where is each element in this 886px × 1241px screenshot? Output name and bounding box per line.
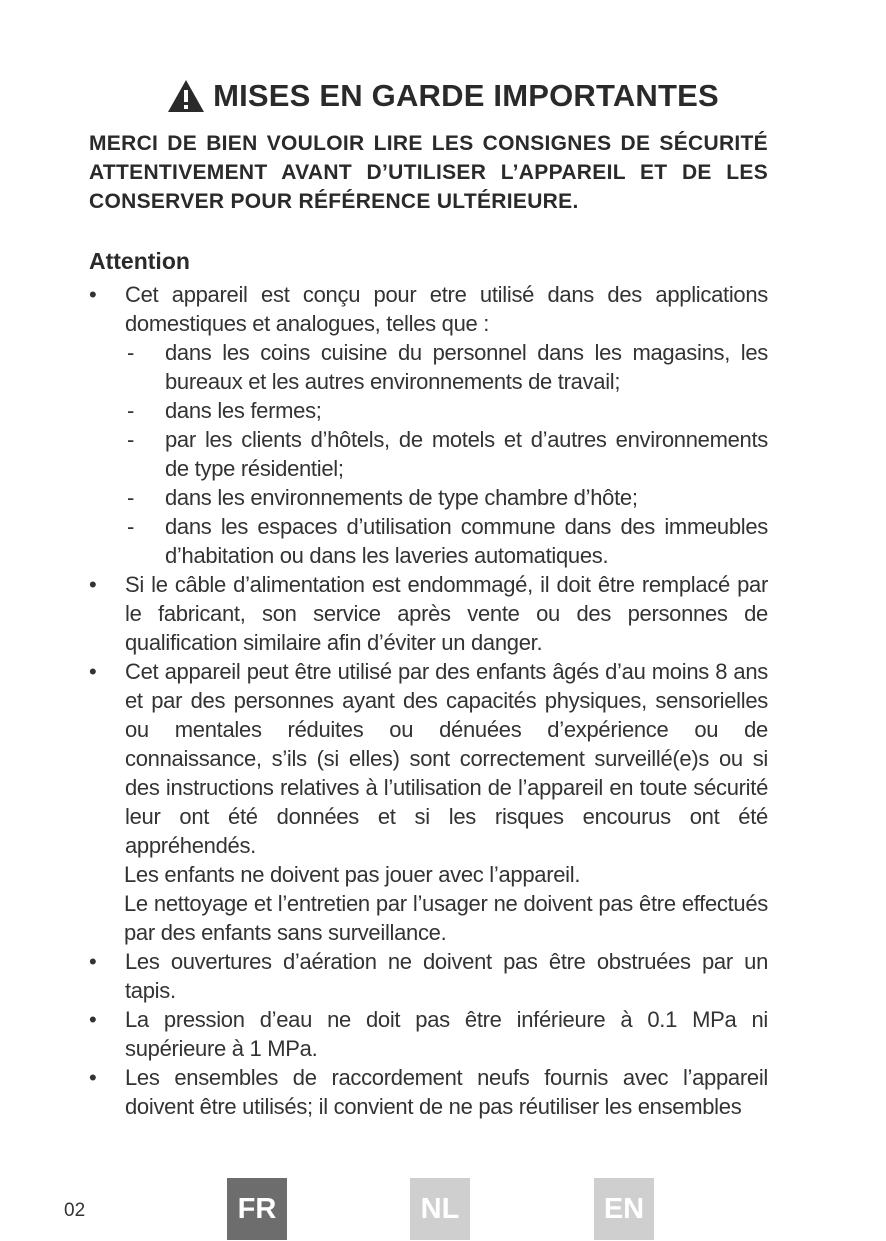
list-item-text: Cet appareil peut être utilisé par des enfants âgés d’au moins 8 ans et par des personnes ayant des capacités physiques, sensorielles ou mentales réduites ou dénuées d’expérience ou de connaissance, s’ils (si elles) sont correctement surveillé(e)s ou si des instructions relatives à l’utilisation de l’appareil en toute sécurité leur ont été données et si les risques encourus ont été appréhendés.: [125, 659, 768, 858]
dash-icon: -: [127, 398, 135, 423]
list-item: [89, 1063, 768, 1121]
sub-list-item-text: par les clients d’hôtels, de motels et d’autres environnements de type résidentiel;: [165, 427, 768, 481]
dash-icon: -: [127, 514, 135, 539]
sub-list-item-text: dans les espaces d’utilisation commune dans des immeubles d’habitation ou dans les laveries automatiques.: [165, 514, 768, 568]
bullet-icon: •: [89, 1007, 97, 1032]
list-item: [89, 1005, 768, 1063]
section-heading: Attention: [89, 248, 190, 274]
sub-list-item-text: dans les coins cuisine du personnel dans les magasins, les bureaux et les autres environnements de travail;: [165, 340, 768, 394]
bullet-icon: •: [89, 659, 97, 684]
language-tab-en: EN: [594, 1178, 654, 1240]
list-item: [89, 947, 768, 1005]
list-item-text: La pression d’eau ne doit pas être inférieure à 0.1 MPa ni supérieure à 1 MPa.: [125, 1007, 768, 1061]
sub-list-item-text: dans les fermes;: [165, 398, 322, 423]
sub-list-item: [89, 483, 768, 512]
list-item: [89, 280, 768, 338]
bullet-icon: •: [89, 282, 97, 307]
list-item: [89, 570, 768, 657]
sub-list-item-text: dans les environnements de type chambre d’hôte;: [165, 485, 638, 510]
dash-icon: -: [127, 340, 135, 365]
instructions-list: [89, 280, 768, 1121]
list-item-text: Cet appareil est conçu pour etre utilisé dans des applications domestiques et analogues, telles que :: [125, 282, 768, 336]
page-title: [0, 78, 886, 114]
list-item: [89, 657, 768, 860]
language-tab-nl: NL: [410, 1178, 470, 1240]
list-item-continuation: Le nettoyage et l’entretien par l’usager ne doivent pas être effectués par des enfants sans surveillance.: [124, 891, 768, 945]
list-item-text: Les ouvertures d’aération ne doivent pas être obstruées par un tapis.: [125, 949, 768, 1003]
sub-list-item: [89, 425, 768, 483]
sub-list-item: [89, 512, 768, 570]
warning-triangle-icon: [167, 79, 205, 113]
bullet-icon: •: [89, 572, 97, 597]
sub-list-item: [89, 396, 768, 425]
dash-icon: -: [127, 427, 135, 452]
list-item-continuation: Les enfants ne doivent pas jouer avec l’appareil.: [124, 862, 581, 887]
intro-warning: MERCI DE BIEN VOULOIR LIRE LES CONSIGNES DE SÉCURITÉ ATTENTIVEMENT AVANT D’UTILISER L’APPAREIL ET DE LES CONSERVER POUR RÉFÉRENCE ULTÉRIEURE.: [89, 132, 768, 213]
list-item-text: Si le câble d’alimentation est endommagé, il doit être remplacé par le fabricant, son service après vente ou des personnes de qualification similaire afin d’éviter un danger.: [125, 572, 768, 655]
title-text: MISES EN GARDE IMPORTANTES: [213, 78, 719, 113]
sub-list-item: [89, 338, 768, 396]
page-number: 02: [64, 1200, 86, 1221]
bullet-icon: •: [89, 1065, 97, 1090]
bullet-icon: •: [89, 949, 97, 974]
language-tab-fr: FR: [227, 1178, 287, 1240]
list-item-text: Les ensembles de raccordement neufs fournis avec l’appareil doivent être utilisés; il convient de ne pas réutiliser les ensembles: [125, 1065, 768, 1119]
dash-icon: -: [127, 485, 135, 510]
